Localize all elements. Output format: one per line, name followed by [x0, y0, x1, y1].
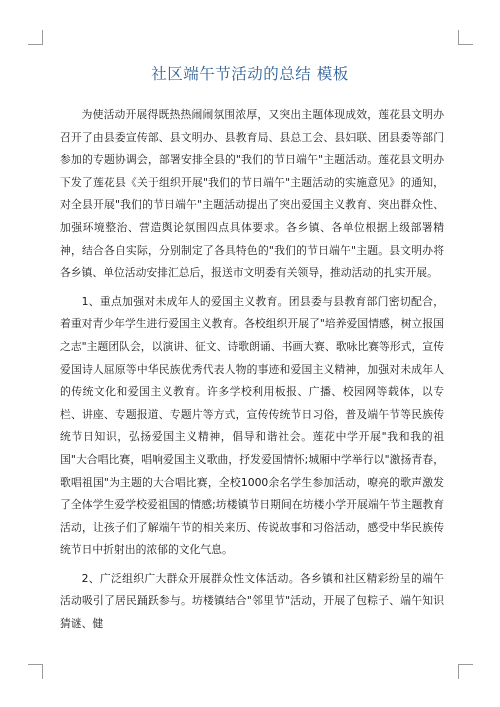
body-paragraph-section-1: 1、重点加强对未成年人的爱国主义教育。团县委与县教育部门密切配合，着重对青少年学生进行爱国主义教育。各校组织开展了"培养爱国情感，树立报国之志"主题团队会，以演讲、征文、诗歌朗诵、书画大赛、歌咏比赛等形式，宣传爱国诗人屈原等中华民族优秀代表人物的事迹和爱国主义精神，加强对未成年人的传统文化和爱国主义教育。许多学校利用板报、广播、校园网等载体，以专栏、讲座、专题报道、专题片等方式，宣传传统节日习俗，普及端午节等民族传统节日知识，弘扬爱国主义精神，倡导和谐社会。莲花中学开展"我和我的祖国"大合唱比赛，唱响爱国主义歌曲，抒发爱国情怀;城厢中学举行以"激扬青春，歌唱祖国"为主题的大合唱比赛，全校1000余名学生参加活动，嘹亮的歌声激发了全体学生爱学校爱祖国的情感;坊楼镇节日期间在坊楼小学开展端午节主题教育活动，让孩子们了解端午节的相关来历、传说故事和习俗活动，感受中华民族传统节日中折射出的浓郁的文化气息。 [60, 294, 444, 557]
document-title: 社区端午节活动的总结 模板 [151, 65, 349, 83]
body-paragraph-intro: 为使活动开展得既热热闹闹氛围浓厚，又突出主题体现成效，莲花县文明办召开了由县委宣传部、县文明办、县教育局、县总工会、县妇联、团县委等部门参加的专题协调会，部署安排全县的"我们的节日端午"主题活动。莲花县文明办下发了莲花县《关于组织开展"我们的节日端午"主题活动的实施意见》的通知，对全县开展"我们的节日端午"主题活动提出了突出爱国主义教育、突出群众性、加强环境整治、营造舆论氛围四点具体要求。各乡镇、各单位根据上级部署精神，结合各自实际，分别制定了各具特色的"我们的节日端午"主题。县文明办将各乡镇、单位活动安排汇总后，报送市文明委有关领导，推动活动的扎实开展。 [60, 108, 444, 280]
body-paragraph-section-2: 2、广泛组织广大群众开展群众性文体活动。各乡镇和社区精彩纷呈的端午活动吸引了居民踊跃参与。坊楼镇结合"邻里节"活动，开展了包粽子、端午知识猜谜、健 [60, 571, 444, 631]
page-corner-mark-bottom-right [458, 664, 473, 679]
document-body [60, 104, 444, 642]
page-corner-mark-top-right [458, 30, 473, 45]
page-corner-mark-bottom-left [28, 664, 43, 679]
page-corner-mark-top-left [28, 30, 43, 45]
